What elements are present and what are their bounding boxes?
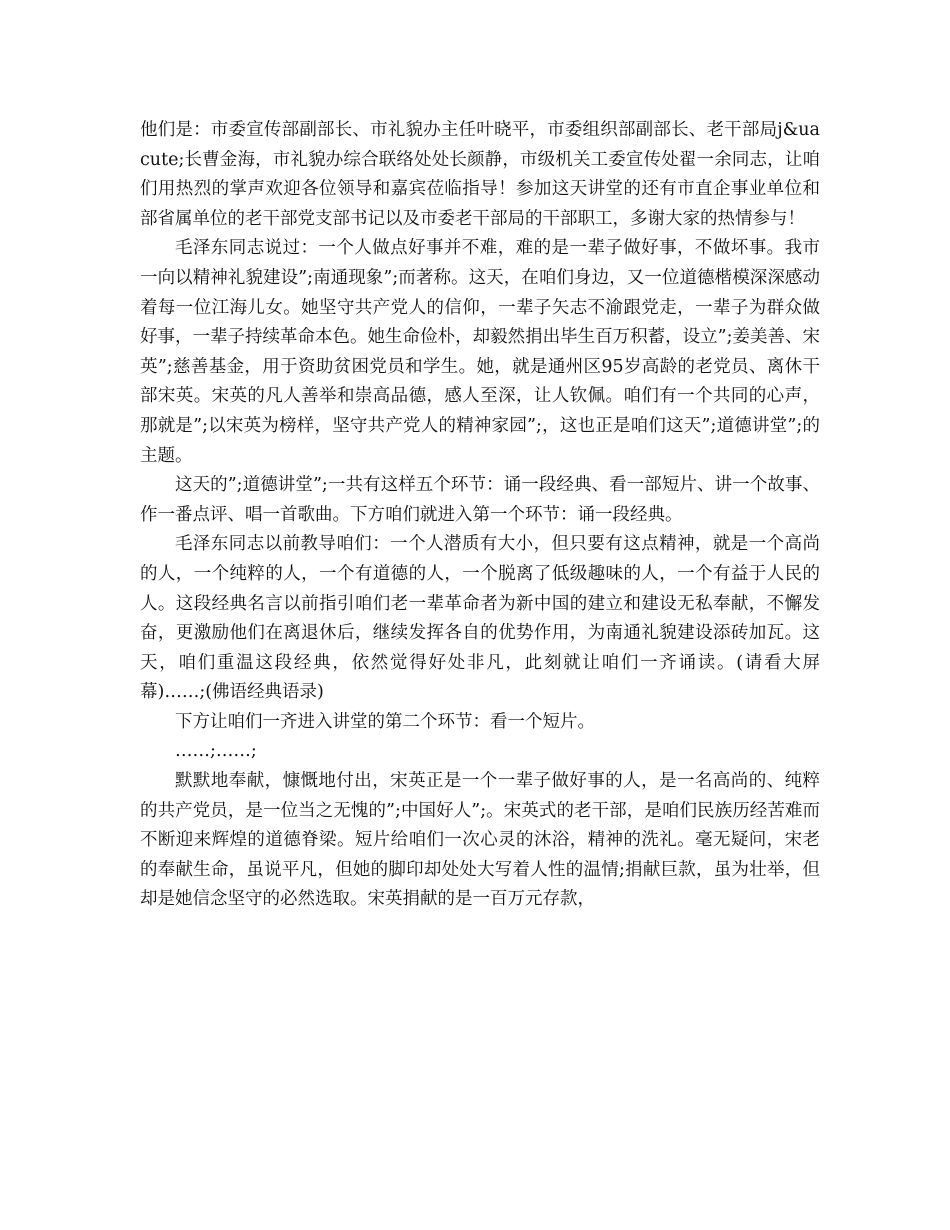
paragraph-1: 他们是：市委宣传部副部长、市礼貌办主任叶晓平，市委组织部副部长、老干部局j&uacute;长曹金海，市礼貌办综合联络处处长颜静，市级机关工委宣传处翟一余同志，让咱们用热烈的掌声欢迎各位领导和嘉宾莅临指导！参加这天讲堂的还有市直企事业单位和部省属单位的老干部党支部书记以及市委老干部局的干部职工，多谢大家的热情参与！ bbox=[140, 120, 820, 229]
paragraph-4: 毛泽东同志以前教导咱们：一个人潜质有大小，但只要有这点精神，就是一个高尚的人，一个纯粹的人，一个有道德的人，一个脱离了低级趣味的人，一个有益于人民的人。这段经典名言以前指引咱们老一辈革命者为新中国的建立和建设无私奉献，不懈发奋，更激励他们在离退休后，继续发挥各自的优势作用，为南通礼貌建设添砖加瓦。这天，咱们重温这段经典，依然觉得好处非凡，此刻就让咱们一齐诵读。(请看大屏幕)……;(佛语经典语录) bbox=[140, 534, 820, 703]
paragraph-5: 下方让咱们一齐进入讲堂的第二个环节：看一个短片。 bbox=[175, 711, 595, 732]
document-body bbox=[140, 116, 820, 915]
paragraph-3: 这天的”;道德讲堂”;一共有这样五个环节：诵一段经典、看一部短片、讲一个故事、作一番点评、唱一首歌曲。下方咱们就进入第一个环节：诵一段经典。 bbox=[140, 475, 820, 525]
paragraph-7: 默默地奉献，慷慨地付出，宋英正是一个一辈子做好事的人，是一名高尚的、纯粹的共产党员，是一位当之无愧的”;中国好人”;。宋英式的老干部，是咱们民族历经苦难而不断迎来辉煌的道德脊梁。短片给咱们一次心灵的沐浴，精神的洗礼。毫无疑问，宋老的奉献生命，虽说平凡，但她的脚印却处处大写着人性的温情;捐献巨款，虽为壮举，但却是她信念坚守的必然选取。宋英捐献的是一百万元存款， bbox=[140, 771, 820, 910]
paragraph-6: ……;……; bbox=[175, 741, 257, 762]
paragraph-2: 毛泽东同志说过：一个人做点好事并不难，难的是一辈子做好事，不做坏事。我市一向以精神礼貌建设”;南通现象”;而著称。这天，在咱们身边，又一位道德楷模深深感动着每一位江海儿女。她坚守共产党人的信仰，一辈子矢志不渝跟党走，一辈子为群众做好事，一辈子持续革命本色。她生命俭朴，却毅然捐出毕生百万积蓄，设立”;姜美善、宋英”;慈善基金，用于资助贫困党员和学生。她，就是通州区95岁高龄的老党员、离休干部宋英。宋英的凡人善举和崇高品德，感人至深，让人钦佩。咱们有一个共同的心声，那就是”;以宋英为榜样，坚守共产党人的精神家园”;，这也正是咱们这天”;道德讲堂”;的主题。 bbox=[140, 238, 820, 466]
